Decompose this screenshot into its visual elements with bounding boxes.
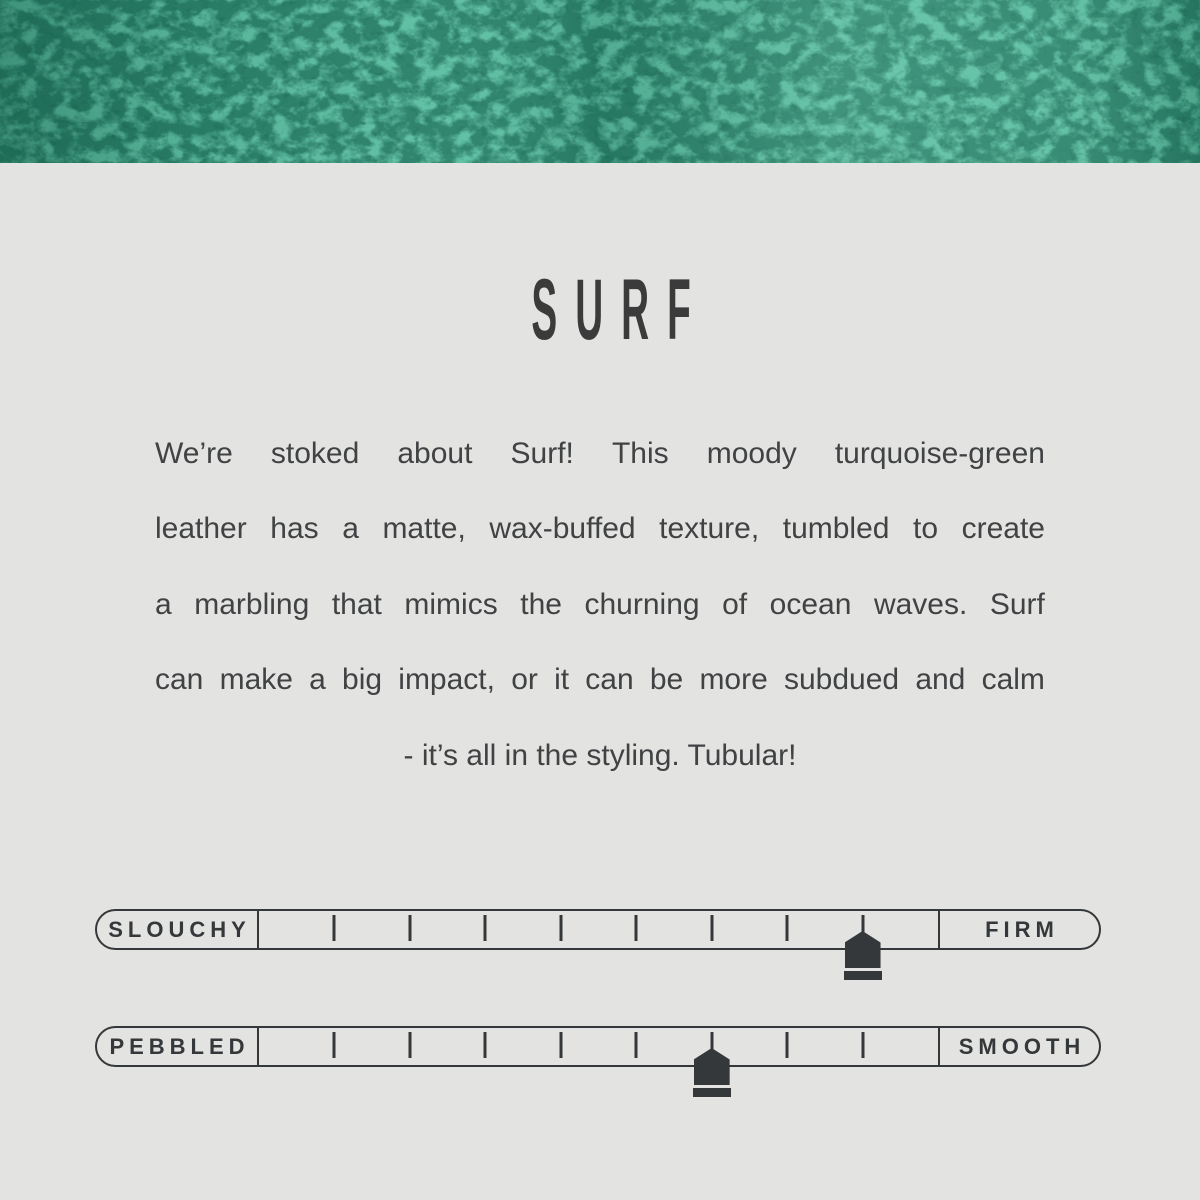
scale-track [259, 1028, 938, 1065]
tick-mark [484, 1032, 487, 1058]
leather-texture-image [0, 0, 1200, 163]
slouchy-firm-scale [95, 909, 1101, 950]
tick-mark [333, 915, 336, 941]
tick-mark [408, 1032, 411, 1058]
tick-mark [408, 915, 411, 941]
title-text: SURF [531, 262, 709, 358]
scale-left-label: SLOUCHY [97, 911, 259, 948]
tick-mark [786, 915, 789, 941]
tick-mark [710, 1032, 713, 1058]
tick-mark [559, 1032, 562, 1058]
description-paragraph [155, 436, 1045, 813]
scale-left-label: PEBBLED [97, 1028, 259, 1065]
scale-track [259, 911, 938, 948]
tick-mark [333, 1032, 336, 1058]
tick-mark [710, 915, 713, 941]
page-title [0, 262, 1200, 358]
marker-underline [844, 971, 882, 980]
description-line: - it’s all in the styling. Tubular! [403, 738, 797, 772]
description-line: can make a big impact, or it can be more subdued and calm [155, 663, 1045, 697]
marker-underline [693, 1088, 731, 1097]
tick-mark [861, 915, 864, 941]
description-line: leather has a matte, wax-buffed texture, tumbled to create [155, 512, 1045, 546]
pebbled-smooth-scale [95, 1026, 1101, 1067]
tick-mark [484, 915, 487, 941]
tick-mark [559, 915, 562, 941]
description-line: We’re stoked about Surf! This moody turquoise-green [155, 437, 1045, 470]
scale-right-label: FIRM [938, 911, 1099, 948]
scale-right-label: SMOOTH [938, 1028, 1099, 1065]
tick-mark [635, 1032, 638, 1058]
tick-mark [861, 1032, 864, 1058]
tick-mark [635, 915, 638, 941]
tick-mark [786, 1032, 789, 1058]
description-line: a marbling that mimics the churning of ocean waves. Surf [155, 587, 1045, 621]
